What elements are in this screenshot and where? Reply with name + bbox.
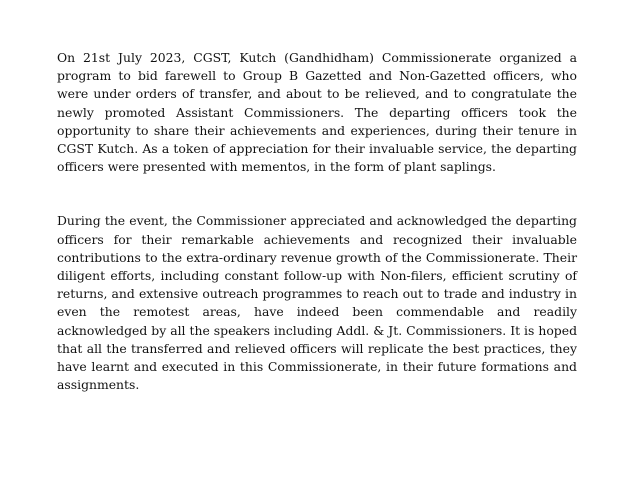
paragraph-commissioner-remarks: During the event, the Commissioner appreciated and acknowledged the departing officers for their remarkable achievements and recognized their invaluable contributions to the extra-ordinary revenue growth of the Commissionerate. Their diligent efforts, including constant follow-up with Non-filers, efficient scrutiny of returns, and extensive outreach programmes to reach out to trade and industry in even the remotest areas, have indeed been commendable and readily acknowledged by all the speakers including Addl. & Jt. Commissioners. It is hoped that all the transferred and relieved officers will replicate the best practices, they have learnt and executed in this Commissionerate, in their future formations and assignments. <box>57 213 577 393</box>
paragraph-farewell-program: On 21st July 2023, CGST, Kutch (Gandhidham) Commissionerate organized a program to bid farewell to Group B Gazetted and Non-Gazetted officers, who were under orders of transfer, and about to be relieved, and to congratulate the newly promoted Assistant Commissioners. The departing officers took the opportunity to share their achievements and experiences, during their tenure in CGST Kutch. As a token of appreciation for their invaluable service, the departing officers were presented with mementos, in the form of plant saplings. <box>57 50 577 175</box>
document-body <box>57 49 577 394</box>
